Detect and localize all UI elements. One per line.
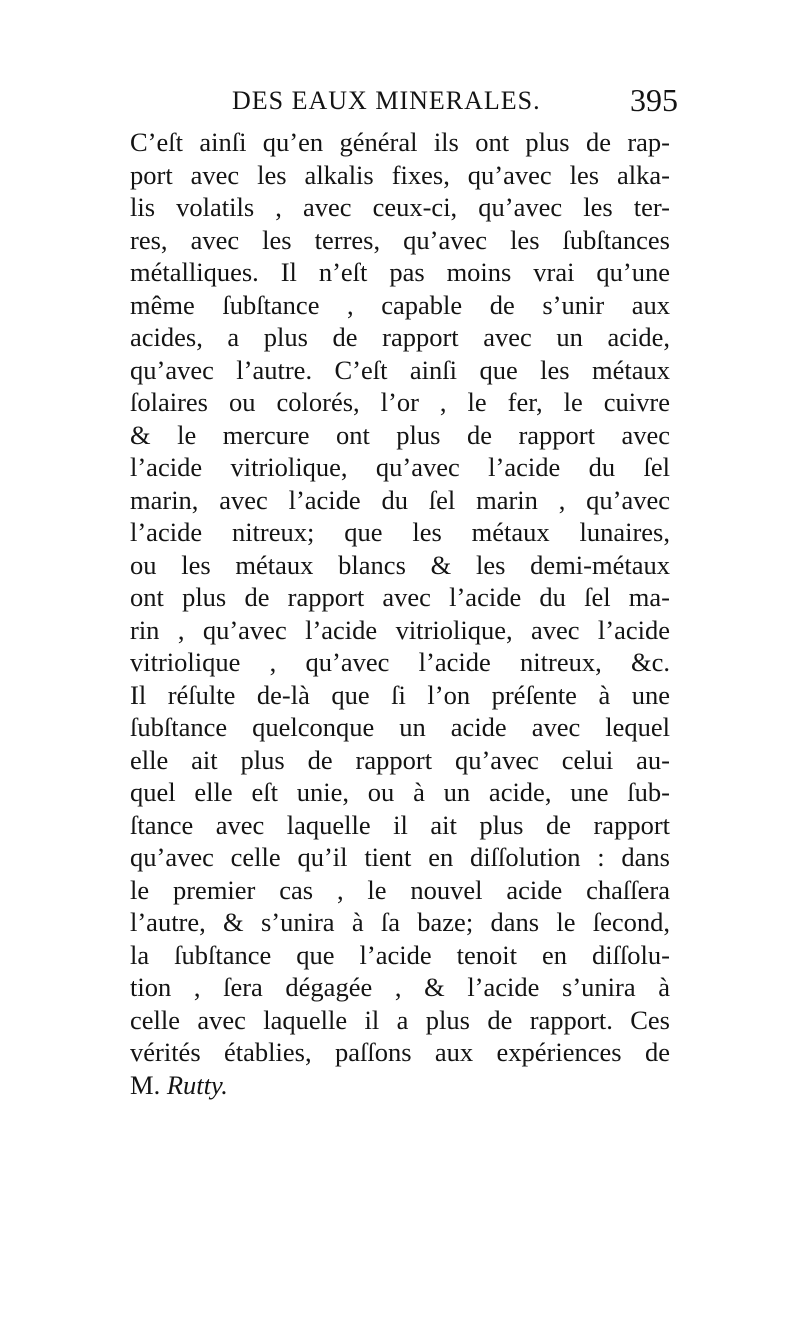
author-name: Rutty.	[166, 1069, 228, 1100]
text-line: & le mercure ont plus de rapport avec	[130, 419, 670, 450]
text-line: la ſubſtance que l’acide tenoit en diſſolu-	[130, 939, 670, 970]
page-header	[232, 80, 684, 124]
text-line: métalliques. Il n’eſt pas moins vrai qu’une	[130, 257, 670, 287]
text-line: lis volatils , avec ceux-ci, qu’avec les ter-	[130, 192, 670, 222]
text-line: vérités établies, paſſons aux expériences de	[130, 1037, 670, 1067]
text-line: Il réſulte de-là que ſi l’on préſente à une	[130, 679, 670, 710]
text-line: ou les métaux blancs & les demi-métaux	[130, 549, 670, 580]
text-line: l’autre, & s’unira à ſa baze; dans le ſecond,	[130, 907, 670, 937]
text-line: ſubſtance quelconque un acide avec lequel	[130, 712, 670, 742]
text-line: port avec les alkalis fixes, qu’avec les alka-	[130, 159, 670, 190]
text-line: ont plus de rapport avec l’acide du ſel ma-	[130, 582, 670, 612]
text-line: quel elle eſt unie, ou à un acide, une ſub-	[130, 777, 670, 807]
text-line: le premier cas , le nouvel acide chaſſera	[130, 874, 670, 905]
text-line: qu’avec celle qu’il tient en diſſolution : dans	[130, 842, 670, 872]
running-head: DES EAUX MINERALES.	[232, 86, 541, 115]
text-line: celle avec laquelle il a plus de rapport. Ces	[130, 1004, 670, 1035]
text-line: l’acide vitriolique, qu’avec l’acide du ſel	[130, 452, 670, 482]
text-line: qu’avec l’autre. C’eſt ainſi que les métaux	[130, 354, 670, 385]
text-line-last	[130, 1069, 670, 1102]
text-line: vitriolique , qu’avec l’acide nitreux, &c.	[130, 647, 670, 677]
body-text	[130, 126, 670, 1101]
text-line: res, avec les terres, qu’avec les ſubſtances	[130, 224, 670, 255]
author-title: M.	[130, 1069, 161, 1100]
text-line: l’acide nitreux; que les métaux lunaires,	[130, 517, 670, 547]
text-line: ſolaires ou colorés, l’or , le fer, le cuivre	[130, 387, 670, 417]
text-line: marin, avec l’acide du ſel marin , qu’avec	[130, 484, 670, 515]
text-line: tion , ſera dégagée , & l’acide s’unira à	[130, 972, 670, 1002]
text-line: même ſubſtance , capable de s’unir aux	[130, 289, 670, 320]
text-line: acides, a plus de rapport avec un acide,	[130, 322, 670, 352]
text-line: ſtance avec laquelle il ait plus de rapport	[130, 809, 670, 840]
text-line: C’eſt ainſi qu’en général ils ont plus de rap-	[130, 127, 670, 157]
text-line: elle ait plus de rapport qu’avec celui au-	[130, 744, 670, 775]
text-line: rin , qu’avec l’acide vitriolique, avec l’acide	[130, 614, 670, 645]
page-number: 395	[630, 82, 678, 118]
